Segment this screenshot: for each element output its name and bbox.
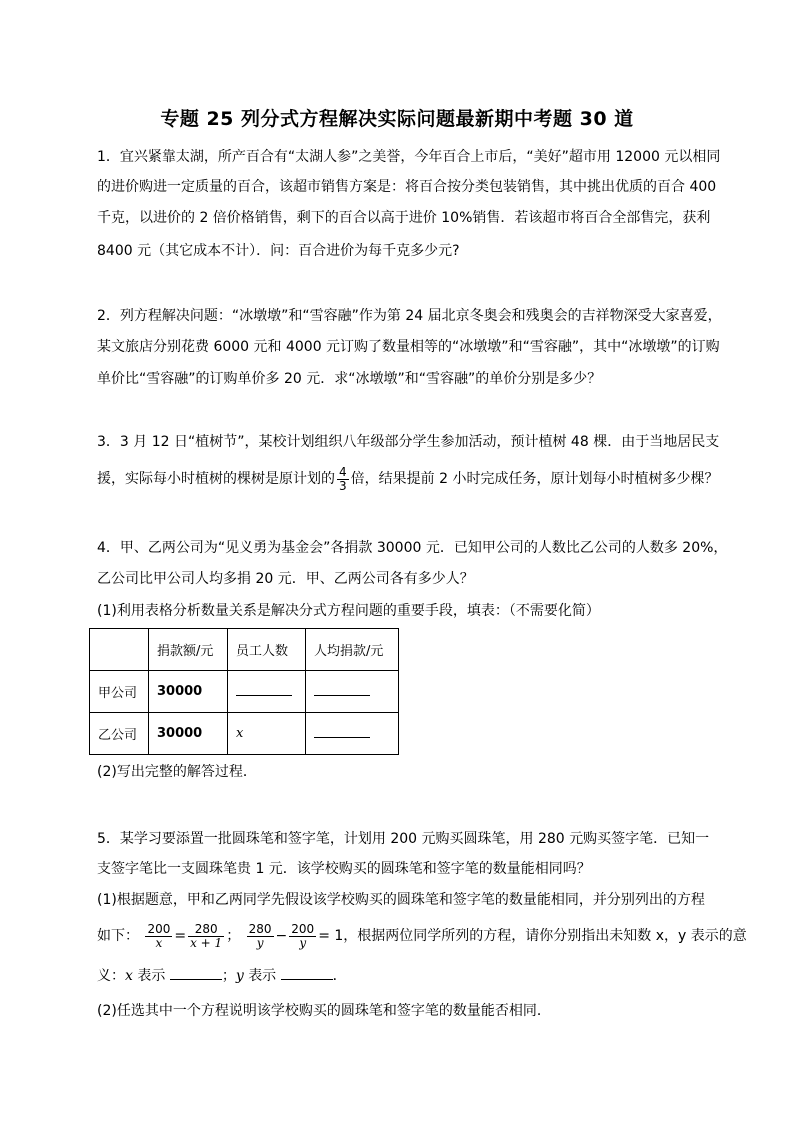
q4-line-2: 乙公司比甲公司人均多捐 20 元．甲、乙两公司各有多少人？ [97, 571, 474, 587]
q1-line-4: 8400 元（其它成本不计）．问：百合进价为每千克多少元? [97, 243, 460, 259]
q5-line-4: 义：x 表示 ；y 表示 ． [97, 968, 347, 984]
q2-line-3: 单价比“雪容融”的订购单价多 20 元．求“冰墩墩”和“雪容融”的单价分别是多少？ [97, 371, 602, 387]
eq2-right-den: y [299, 935, 307, 950]
q4-part-1: (1)利用表格分析数量关系是解决分式方程问题的重要手段，填表：（不需要化简） [97, 603, 600, 619]
q2-line-2: 某文旅店分别花费 6000 元和 4000 元订购了数量相等的“冰墩墩”和“雪容融”，其中“冰墩墩”的订购 [97, 339, 720, 355]
q4-line-1: 4．甲、乙两公司为“见义勇为基金会”各捐款 30000 元．已知甲公司的人数比乙公司的人数多 20%， [97, 540, 728, 556]
table-header-row [90, 629, 399, 671]
answer-blank-y[interactable] [281, 967, 333, 980]
eq-suffix: ，根据两位同学所列的方程，请你分别指出未知数 x，y 表示的意 [343, 928, 747, 944]
table-header-per-capita: 人均捐款/元 [306, 629, 399, 671]
eq2-left-num: 280 [248, 921, 272, 936]
fraction-numerator: 4 [339, 464, 347, 479]
q2-line-1: 2．列方程解决问题：“冰墩墩”和“雪容融”作为第 24 届北京冬奥会和残奥会的吉祥物深受大家喜爱， [97, 308, 722, 324]
blank-per-capita-company-a[interactable] [306, 671, 399, 713]
eq2-right-fraction [289, 923, 316, 950]
table-row [90, 713, 399, 755]
q3-line-2-b: 倍，结果提前 2 小时完成任务，原计划每小时植树多少棵？ [350, 471, 719, 487]
row-amount-company-b: 30000 [149, 713, 228, 755]
eq1-right-den: x + 1 [190, 935, 223, 950]
q5-line-4-b: 表示 [137, 968, 166, 984]
table-row [90, 671, 399, 713]
table-header-empty [90, 629, 149, 671]
q4-table [89, 628, 399, 755]
blank-count-company-a[interactable] [228, 671, 306, 713]
table-header-count: 员工人数 [228, 629, 306, 671]
q5-line-4-a: 义： [97, 968, 125, 984]
eq1-left-fraction [145, 923, 172, 950]
row-label-company-b: 乙公司 [90, 713, 149, 755]
fraction-denominator: 3 [339, 478, 347, 493]
q5-part-2: (2)任选其中一个方程说明该学校购买的圆珠笔和签字笔的数量能否相同． [97, 1003, 551, 1019]
answer-blank[interactable] [314, 725, 370, 738]
eq1-right-fraction [188, 923, 224, 950]
row-amount-company-a: 30000 [149, 671, 228, 713]
q5-equations-line: 如下： $\frac{200}{x}$ = $\frac{280}{x + 1}$ ； $\frac{280}{y}$ − $\frac{200}{y}$ = 1，根据两位同学所列的方程，请你分别指出未知数 x，y 表示的意 [97, 921, 747, 950]
q3-line-2 [97, 465, 718, 493]
q4-part-2: (2)写出完整的解答过程． [97, 764, 257, 780]
table-header-amount: 捐款额/元 [149, 629, 228, 671]
eq2-left-fraction [247, 923, 274, 950]
q1-line-3: 千克，以进价的 2 倍价格销售，剩下的百合以高于进价 10%销售．若该超市将百合全部售完，获利 [97, 210, 711, 226]
eq-prefix: 如下： [97, 928, 139, 944]
eq2-rhs: = 1 [318, 928, 344, 944]
eq2-right-num: 200 [291, 921, 315, 936]
eq2-left-den: y [256, 935, 264, 950]
answer-blank[interactable] [236, 683, 292, 696]
q3-line-2-a: 援，实际每小时植树的棵树是原计划的 [97, 471, 335, 487]
answer-blank-x[interactable] [170, 967, 222, 980]
q3-line-1: 3．3 月 12 日“植树节”，某校计划组织八年级部分学生参加活动，预计植树 48 棵．由于当地居民支 [97, 434, 720, 450]
q5-part-1: (1)根据题意，甲和乙两同学先假设该学校购买的圆珠笔和签字笔的数量能相同，并分别列出的方程 [97, 892, 705, 908]
row-count-company-b: x [228, 713, 306, 755]
q5-line-4-c: 表示 [248, 968, 277, 984]
blank-per-capita-company-b[interactable] [306, 713, 399, 755]
row-label-company-a: 甲公司 [90, 671, 149, 713]
var-y: y [235, 968, 244, 984]
eq1-left-num: 200 [147, 921, 171, 936]
fraction-four-thirds [337, 466, 349, 493]
q5-line-2: 支签字笔比一支圆珠笔贵 1 元．该学校购买的圆珠笔和签字笔的数量能相同吗？ [97, 861, 591, 877]
q1-line-2: 的进价购进一定质量的百合，该超市销售方案是：将百合按分类包装销售，其中挑出优质的百合 400 [97, 179, 717, 195]
q5-line-1: 5．某学习要添置一批圆珠笔和签字笔，计划用 200 元购买圆珠笔，用 280 元购买签字笔．已知一 [97, 831, 710, 847]
answer-blank[interactable] [314, 683, 370, 696]
q1-line-1: 1．宜兴紧靠太湖，所产百合有“太湖人参”之美誉，今年百合上市后，“美好”超市用 12000 元以相同 [97, 149, 721, 165]
var-x: x [125, 968, 133, 984]
eq1-left-den: x [155, 935, 163, 950]
eq1-right-num: 280 [188, 923, 224, 937]
page-title: 专题 25 列分式方程解决实际问题最新期中考题 30 道 [160, 108, 634, 130]
